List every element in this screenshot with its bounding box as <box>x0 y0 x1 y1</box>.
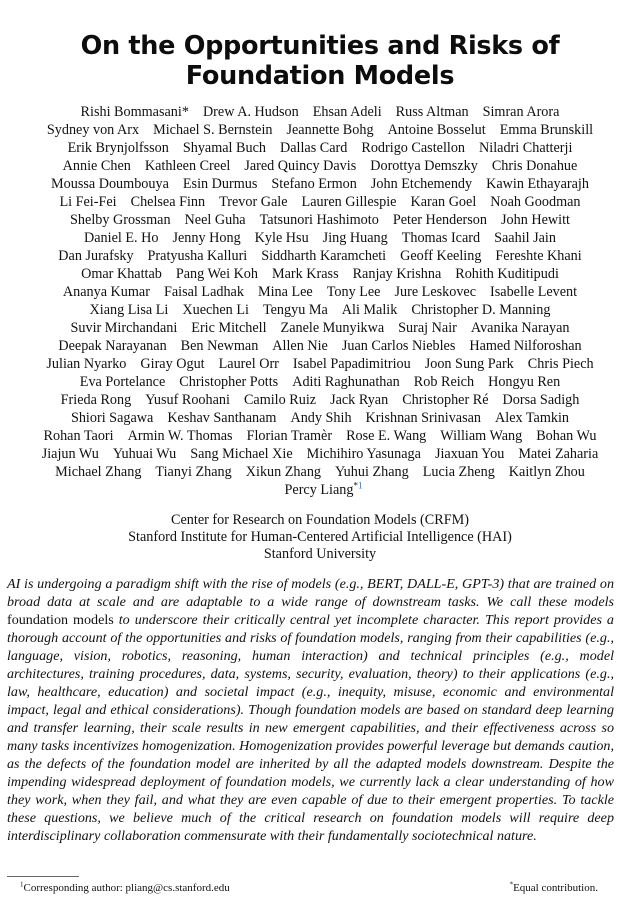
abstract-part-1: AI is undergoing a paradigm shift with the rise of models (e.g., BERT, DALL-E, GPT-3) that are trained on broad data at scale and are adaptable to a wide range of downstream tasks. We call these models <box>7 576 614 610</box>
footnote-link-1[interactable]: 1 <box>357 480 363 491</box>
author-name: Hamed Nilforoshan <box>469 338 582 354</box>
footnote-marker-1: 1 <box>20 880 24 889</box>
author-line <box>0 283 640 301</box>
author-name: Joon Sung Park <box>424 356 514 372</box>
author-name: Rohith Kuditipudi <box>455 266 559 282</box>
affiliation-hai: Stanford Institute for Human-Centered Artificial Intelligence (HAI) <box>128 529 512 545</box>
title-line-2: Foundation Models <box>185 61 455 91</box>
author-name: Shelby Grossman <box>70 212 171 228</box>
author-name: Siddharth Karamcheti <box>261 248 387 264</box>
author-name: Suvir Mirchandani <box>70 320 178 336</box>
author-name: Yusuf Roohani <box>145 392 230 408</box>
author-name: Avanika Narayan <box>470 320 570 336</box>
author-line <box>0 409 640 427</box>
author-name: Ranjay Krishna <box>352 266 442 282</box>
title-line-1: On the Opportunities and Risks of <box>80 31 560 61</box>
author-name: Pang Wei Koh <box>175 266 258 282</box>
author-name: Erik Brynjolfsson <box>67 140 169 156</box>
author-name: Rob Reich <box>413 374 475 390</box>
author-line <box>0 211 640 229</box>
author-name: Annie Chen <box>62 158 131 174</box>
author-line <box>0 103 640 121</box>
author-name: Simran Arora <box>482 104 560 120</box>
equal-contribution-marker: * <box>353 480 358 491</box>
author-name: Frieda Rong <box>60 392 132 408</box>
author-name: Jack Ryan <box>330 392 389 408</box>
author-name: Jing Huang <box>322 230 388 246</box>
author-line <box>0 121 640 139</box>
author-name: Christopher Ré <box>402 392 489 408</box>
author-name: Rohan Taori <box>43 428 114 444</box>
author-line <box>0 229 640 247</box>
author-name: Ananya Kumar <box>62 284 150 300</box>
author-line <box>0 337 640 355</box>
author-name: Isabelle Levent <box>490 284 578 300</box>
author-line <box>0 193 640 211</box>
abstract <box>7 575 614 845</box>
author-name: Andy Shih <box>290 410 352 426</box>
author-name: Christopher Potts <box>179 374 279 390</box>
author-name: Lauren Gillespie <box>301 194 397 210</box>
author-name: Rodrigo Castellon <box>361 140 466 156</box>
author-name: Saahil Jain <box>494 230 556 246</box>
author-name: Tengyu Ma <box>262 302 328 318</box>
author-name: Hongyu Ren <box>488 374 561 390</box>
author-name: Daniel E. Ho <box>84 230 159 246</box>
author-name: Isabel Papadimitriou <box>292 356 411 372</box>
author-name: Shyamal Buch <box>182 140 266 156</box>
author-line <box>0 463 640 481</box>
author-name: Jure Leskovec <box>394 284 477 300</box>
author-name: Trevor Gale <box>219 194 288 210</box>
author-name: Dan Jurafsky <box>58 248 134 264</box>
affiliation-stanford: Stanford University <box>263 546 377 562</box>
author-name: Stefano Ermon <box>271 176 357 192</box>
author-name: Niladri Chatterji <box>479 140 573 156</box>
author-name: Jiajun Wu <box>41 446 99 462</box>
author-name: Lucia Zheng <box>422 464 495 480</box>
author-name: Juan Carlos Niebles <box>341 338 456 354</box>
footnote-corresponding-author <box>20 881 230 895</box>
author-name: Chris Piech <box>527 356 594 372</box>
author-name: Shiori Sagawa <box>70 410 154 426</box>
author-name: Giray Ogut <box>140 356 205 372</box>
author-name: Michael S. Bernstein <box>153 122 273 138</box>
author-name: Xuechen Li <box>182 302 249 318</box>
author-name: Pratyusha Kalluri <box>147 248 248 264</box>
author-name: Antoine Bosselut <box>387 122 486 138</box>
author-name: Mina Lee <box>257 284 313 300</box>
paper-title <box>0 31 640 91</box>
author-name: Kawin Ethayarajh <box>486 176 589 192</box>
author-name: Camilo Ruiz <box>243 392 317 408</box>
author-line <box>0 247 640 265</box>
author-line <box>0 175 640 193</box>
author-list <box>0 103 640 499</box>
author-line <box>0 445 640 463</box>
author-name: Geoff Keeling <box>400 248 482 264</box>
author-name: Allen Nie <box>272 338 328 354</box>
author-name: Kyle Hsu <box>254 230 309 246</box>
author-name: Jeannette Bohg <box>286 122 374 138</box>
author-name: Jenny Hong <box>172 230 241 246</box>
author-name: Jiaxuan You <box>434 446 505 462</box>
author-name: Dorsa Sadigh <box>502 392 580 408</box>
author-name: Omar Khattab <box>81 266 162 282</box>
abstract-term-foundation-models: foundation models <box>7 612 114 628</box>
author-name: Kathleen Creel <box>144 158 231 174</box>
author-line <box>0 355 640 373</box>
author-name: Tianyi Zhang <box>155 464 232 480</box>
author-line <box>0 139 640 157</box>
author-name: Sydney von Arx <box>46 122 140 138</box>
affiliation-crfm: Center for Research on Foundation Models (CRFM) <box>171 512 469 528</box>
author-name: John Etchemendy <box>370 176 473 192</box>
author-name: Aditi Raghunathan <box>292 374 400 390</box>
author-name: Yuhuai Wu <box>112 446 177 462</box>
author-name: Laurel Orr <box>218 356 279 372</box>
author-name: Alex Tamkin <box>495 410 570 426</box>
author-name: Chelsea Finn <box>130 194 206 210</box>
footnote-divider <box>7 876 79 877</box>
author-name: Tony Lee <box>326 284 381 300</box>
abstract-part-2: to underscore their critically central yet incomplete character. This report provides a thorough account of the opportunities and risks of foundation models, ranging from their capabilities (e.g., language, vision, robotics, reasoning, human interaction) and technical principles (e.g., model architectures, training procedures, data, systems, security, evaluation, theory) to their applications (e.g., law, healthcare, education) and societal impact (e.g., inequity, misuse, economic and environmental impact, legal and ethical considerations). Though foundation models are based on standard deep learning and transfer learning, their scale results in new emergent capabilities, and their effectiveness across so many tasks incentivizes homogenization. Homogenization provides powerful leverage but demands caution, as the defects of the foundation model are inherited by all the adapted models downstream. Despite the impending widespread deployment of foundation models, we currently lack a clear understanding of how they work, when they fail, and what they are even capable of due to their emergent properties. To tackle these questions, we believe much of the critical research on foundation models will require deep interdisciplinary collaboration commensurate with their fundamentally sociotechnical nature. <box>7 612 614 844</box>
author-name: Ben Newman <box>180 338 259 354</box>
author-name: Drew A. Hudson <box>202 104 299 120</box>
author-line <box>0 427 640 445</box>
footnote-corresponding-text[interactable]: Corresponding author: pliang@cs.stanford.edu <box>23 882 230 894</box>
author-name: Eva Portelance <box>79 374 166 390</box>
author-name: Noah Goodman <box>490 194 581 210</box>
author-name: Moussa Doumbouya <box>51 176 169 192</box>
author-name: Rose E. Wang <box>346 428 427 444</box>
author-name: Chris Donahue <box>491 158 578 174</box>
author-name: Julian Nyarko <box>46 356 127 372</box>
footnote-equal-contribution <box>510 881 598 895</box>
author-name: Florian Tramèr <box>246 428 333 444</box>
author-name: William Wang <box>440 428 523 444</box>
author-name-percy-liang: Percy Liang <box>284 482 354 498</box>
author-name: Fereshte Khani <box>495 248 582 264</box>
author-name: Ali Malik <box>341 302 398 318</box>
author-name: Emma Brunskill <box>499 122 594 138</box>
author-name: Matei Zaharia <box>518 446 599 462</box>
author-name: Zanele Munyikwa <box>280 320 385 336</box>
author-name: Kaitlyn Zhou <box>508 464 585 480</box>
author-name: Thomas Icard <box>401 230 481 246</box>
author-name: Dorottya Demszky <box>370 158 478 174</box>
author-name: Michihiro Yasunaga <box>306 446 421 462</box>
author-line <box>0 157 640 175</box>
author-name: Bohan Wu <box>536 428 597 444</box>
author-name: Deepak Narayanan <box>58 338 167 354</box>
author-name: John Hewitt <box>500 212 570 228</box>
author-line <box>0 319 640 337</box>
author-line <box>0 391 640 409</box>
author-name: Krishnan Srinivasan <box>365 410 482 426</box>
author-name: Keshav Santhanam <box>167 410 277 426</box>
author-name: Xiang Lisa Li <box>89 302 169 318</box>
author-name: Xikun Zhang <box>245 464 322 480</box>
author-name: Esin Durmus <box>182 176 258 192</box>
author-name: Peter Henderson <box>392 212 487 228</box>
author-name: Mark Krass <box>272 266 339 282</box>
author-name: Yuhui Zhang <box>335 464 409 480</box>
author-name: Armin W. Thomas <box>127 428 233 444</box>
author-name: Neel Guha <box>184 212 246 228</box>
author-line <box>0 265 640 283</box>
author-line-last <box>0 481 640 499</box>
author-name: Rishi Bommasani* <box>80 104 189 120</box>
author-name: Sang Michael Xie <box>190 446 293 462</box>
author-name: Tatsunori Hashimoto <box>259 212 379 228</box>
author-line <box>0 301 640 319</box>
author-name: Faisal Ladhak <box>163 284 244 300</box>
author-name: Christopher D. Manning <box>411 302 551 318</box>
affiliations <box>0 512 640 563</box>
author-name: Jared Quincy Davis <box>244 158 357 174</box>
author-name: Karan Goel <box>410 194 477 210</box>
author-name: Ehsan Adeli <box>312 104 382 120</box>
author-name: Russ Altman <box>395 104 469 120</box>
footnote-equal-text: Equal contribution. <box>513 882 598 894</box>
author-name: Dallas Card <box>280 140 348 156</box>
author-name: Li Fei-Fei <box>59 194 117 210</box>
author-name: Suraj Nair <box>398 320 457 336</box>
author-name: Michael Zhang <box>55 464 142 480</box>
footnote-marker-star: * <box>509 880 514 889</box>
author-name: Eric Mitchell <box>191 320 267 336</box>
author-line <box>0 373 640 391</box>
